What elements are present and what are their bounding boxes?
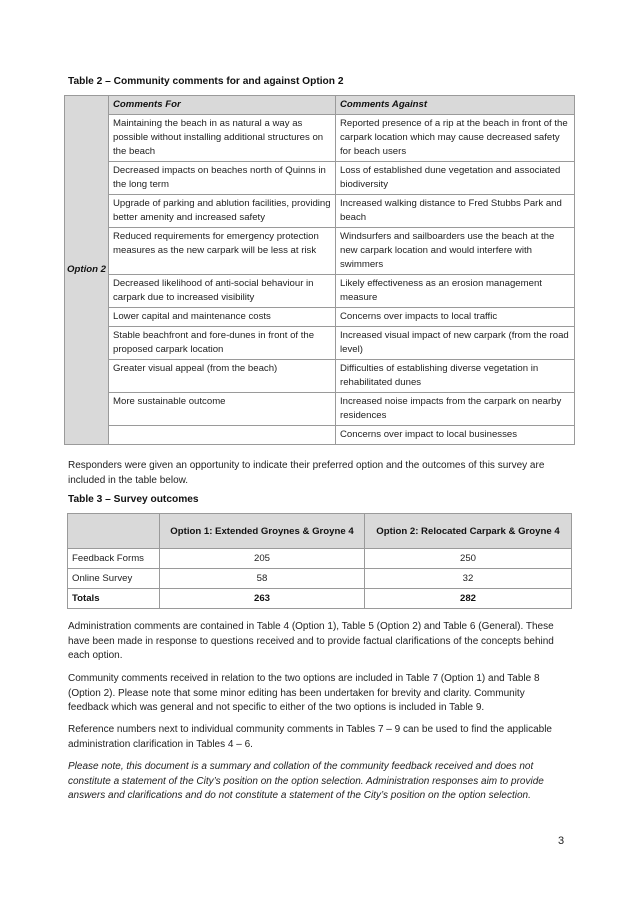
totals-row bbox=[68, 589, 572, 609]
table-header-row bbox=[65, 96, 575, 115]
reference-numbers-paragraph: Reference numbers next to individual community comments in Tables 7 – 9 can be used to find the applicable administration clarification in Tables 4 – 6. bbox=[68, 724, 552, 750]
comment-against-cell: Concerns over impact to local businesses bbox=[336, 426, 575, 445]
survey-intro-text: Responders were given an opportunity to indicate their preferred option and the outcomes of this survey are included in the table below. bbox=[68, 460, 545, 486]
table-row bbox=[68, 549, 572, 569]
comment-against-cell: Increased noise impacts from the carpark on nearby residences bbox=[336, 393, 575, 426]
table-row bbox=[65, 275, 575, 308]
table-row bbox=[65, 360, 575, 393]
option-1-value: 205 bbox=[160, 549, 365, 569]
community-comments-paragraph: Community comments received in relation to the two options are included in Table 7 (Option 1) and Table 8 (Option 2). Please note that some minor editing has been undertaken for brevity and clarity. Community feedback which was general and not specific to either of the two options is included in Table 9. bbox=[68, 673, 540, 713]
page-number: 3 bbox=[558, 835, 565, 847]
comments-against-header: Comments Against bbox=[336, 96, 575, 115]
administration-comments-paragraph: Administration comments are contained in Table 4 (Option 1), Table 5 (Option 2) and Table 6 (General). These have been made in response to questions received and to provide factual clarifications of the concepts behind each option. bbox=[68, 621, 554, 661]
comment-against-cell: Increased walking distance to Fred Stubbs Park and beach bbox=[336, 195, 575, 228]
table-header-row bbox=[68, 514, 572, 549]
blank-header-cell bbox=[68, 514, 160, 549]
comment-against-cell: Loss of established dune vegetation and associated biodiversity bbox=[336, 162, 575, 195]
disclaimer-paragraph: Please note, this document is a summary and collation of the community feedback received and does not constitute a statement of the City’s position on the option selection. Administration responses aim to provide answers and clarifications and do not constitute a statement of the City’s position on the option selection. bbox=[68, 761, 544, 801]
comment-for-cell bbox=[109, 426, 336, 445]
table-3-caption: Table 3 – Survey outcomes bbox=[68, 494, 199, 505]
table-row bbox=[65, 308, 575, 327]
comment-against-cell: Reported presence of a rip at the beach in front of the carpark location which may cause decreased safety for beach users bbox=[336, 115, 575, 162]
comment-for-cell: Lower capital and maintenance costs bbox=[109, 308, 336, 327]
comment-for-cell: Greater visual appeal (from the beach) bbox=[109, 360, 336, 393]
comment-for-cell: Upgrade of parking and ablution facilities, providing better amenity and increased safety bbox=[109, 195, 336, 228]
table-row bbox=[65, 162, 575, 195]
option-1-value: 58 bbox=[160, 569, 365, 589]
table-row bbox=[65, 327, 575, 360]
comment-against-cell: Windsurfers and sailboarders use the beach at the new carpark location and would interfere with swimmers bbox=[336, 228, 575, 275]
comment-against-cell: Concerns over impacts to local traffic bbox=[336, 308, 575, 327]
option-2-value: 250 bbox=[365, 549, 572, 569]
comments-for-header: Comments For bbox=[109, 96, 336, 115]
comment-against-cell: Increased visual impact of new carpark (from the road level) bbox=[336, 327, 575, 360]
comment-for-cell: Decreased impacts on beaches north of Quinns in the long term bbox=[109, 162, 336, 195]
table-row bbox=[65, 426, 575, 445]
table-row bbox=[65, 115, 575, 162]
table-row bbox=[65, 393, 575, 426]
option-2-value: 282 bbox=[365, 589, 572, 609]
comment-against-cell: Likely effectiveness as an erosion management measure bbox=[336, 275, 575, 308]
option-1-value: 263 bbox=[160, 589, 365, 609]
comment-for-cell: Reduced requirements for emergency protection measures as the new carpark will be less at risk bbox=[109, 228, 336, 275]
option-1-header: Option 1: Extended Groynes & Groyne 4 bbox=[160, 514, 365, 549]
row-label: Totals bbox=[68, 589, 160, 609]
survey-outcomes-table bbox=[67, 513, 572, 609]
option-2-header: Option 2: Relocated Carpark & Groyne 4 bbox=[365, 514, 572, 549]
table-row bbox=[65, 228, 575, 275]
comment-for-cell: More sustainable outcome bbox=[109, 393, 336, 426]
table-row bbox=[65, 195, 575, 228]
comment-for-cell: Maintaining the beach in as natural a way as possible without installing additional structures on the beach bbox=[109, 115, 336, 162]
table-row bbox=[68, 569, 572, 589]
comment-for-cell: Stable beachfront and fore-dunes in front of the proposed carpark location bbox=[109, 327, 336, 360]
comment-against-cell: Difficulties of establishing diverse vegetation in rehabilitated dunes bbox=[336, 360, 575, 393]
community-comments-table bbox=[64, 95, 575, 445]
row-label: Feedback Forms bbox=[68, 549, 160, 569]
row-label: Online Survey bbox=[68, 569, 160, 589]
comment-for-cell: Decreased likelihood of anti-social behaviour in carpark due to increased visibility bbox=[109, 275, 336, 308]
table-2-caption: Table 2 – Community comments for and against Option 2 bbox=[68, 76, 344, 87]
option-2-value: 32 bbox=[365, 569, 572, 589]
option-2-label: Option 2 bbox=[65, 96, 109, 445]
